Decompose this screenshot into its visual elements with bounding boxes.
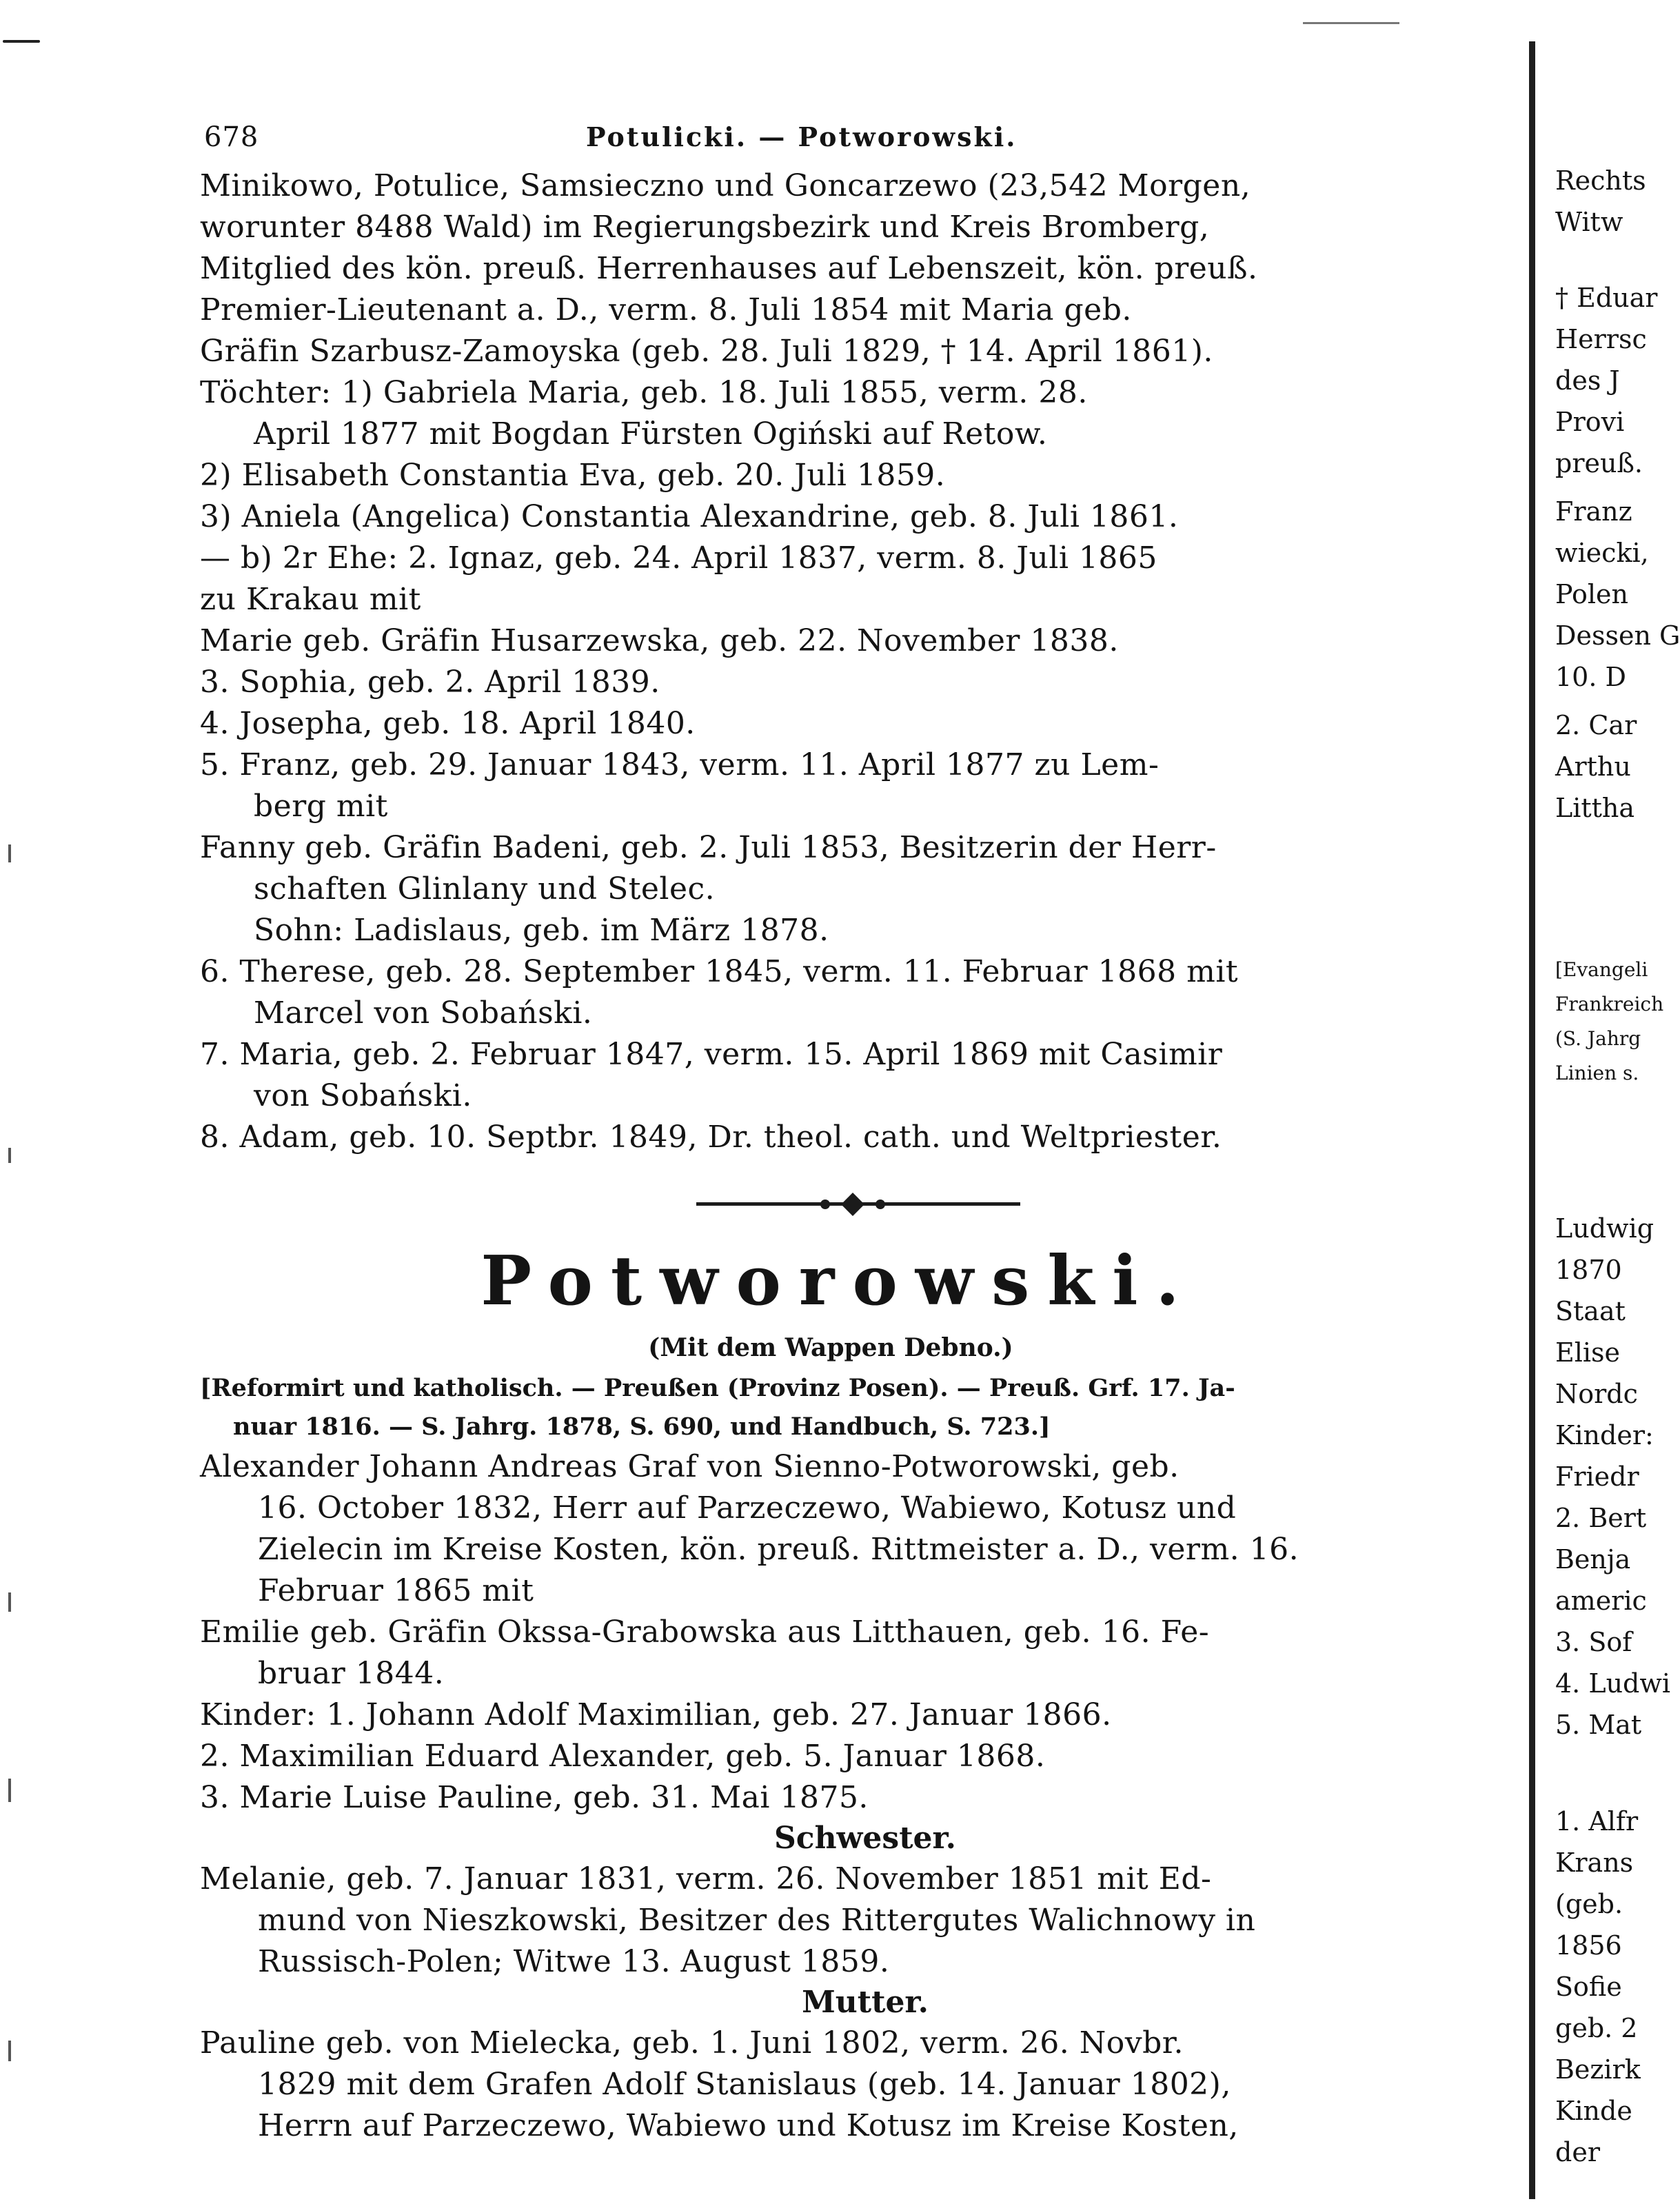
text-line: zu Krakau mit <box>200 582 421 617</box>
margin-fragment: Staat <box>1555 1296 1626 1326</box>
margin-fragment: Krans <box>1555 1848 1634 1878</box>
sister-heading: Schwester. <box>774 1821 956 1856</box>
text-line: Emilie geb. Gräfin Okssa-Grabowska aus Litthauen, geb. 16. Fe- <box>200 1615 1210 1650</box>
text-line: 1829 mit dem Grafen Adolf Stanislaus (geb. 14. Januar 1802), <box>258 2067 1231 2102</box>
text-line: 2. Maximilian Eduard Alexander, geb. 5. Januar 1868. <box>200 1739 1046 1774</box>
margin-fragment: 1870 <box>1555 1255 1622 1285</box>
text-line: Zielecin im Kreise Kosten, kön. preuß. Rittmeister a. D., verm. 16. <box>258 1532 1299 1567</box>
text-line: schaften Glinlany und Stelec. <box>254 871 716 907</box>
text-line: Premier-Lieutenant a. D., verm. 8. Juli 1854 mit Maria geb. <box>200 292 1132 327</box>
margin-fragment: (geb. <box>1555 1889 1623 1919</box>
text-line: 5. Franz, geb. 29. Januar 1843, verm. 11. April 1877 zu Lem- <box>200 747 1160 782</box>
text-line: 2) Elisabeth Constantia Eva, geb. 20. Juli 1859. <box>200 458 946 493</box>
margin-fragment: Kinder: <box>1555 1420 1654 1450</box>
text-line: Fanny geb. Gräfin Badeni, geb. 2. Juli 1853, Besitzerin der Herr- <box>200 830 1217 865</box>
family-title: Potworowski. <box>480 1242 1197 1321</box>
text-line: 16. October 1832, Herr auf Parzeczewo, Wabiewo, Kotusz und <box>258 1490 1237 1526</box>
margin-fragment: Sofie <box>1555 1972 1622 2002</box>
margin-fragment: 1856 <box>1555 1930 1622 1961</box>
family-meta-line: nuar 1816. — S. Jahrg. 1878, S. 690, und Handbuch, S. 723.] <box>233 1413 1051 1441</box>
text-line: 6. Therese, geb. 28. September 1845, verm. 11. Februar 1868 mit <box>200 954 1239 989</box>
text-line: 3) Aniela (Angelica) Constantia Alexandrine, geb. 8. Juli 1861. <box>200 499 1179 534</box>
scan-edge-tick <box>8 1148 11 1163</box>
margin-fragment: Rechts <box>1555 165 1646 196</box>
margin-fragment: [Evangeli <box>1555 958 1648 981</box>
scan-edge-tick <box>8 1779 11 1802</box>
text-line: 3. Sophia, geb. 2. April 1839. <box>200 665 660 700</box>
page-number: 678 <box>204 121 259 153</box>
margin-fragment: Franz <box>1555 496 1632 527</box>
margin-fragment: wiecki, <box>1555 538 1649 568</box>
text-line: worunter 8488 Wald) im Regierungsbezirk und Kreis Bromberg, <box>200 210 1210 245</box>
text-line: Mitglied des kön. preuß. Herrenhauses auf Lebenszeit, kön. preuß. <box>200 251 1258 286</box>
text-line: mund von Nieszkowski, Besitzer des Rittergutes Walichnowy in <box>258 1903 1256 1938</box>
text-line: 4. Josepha, geb. 18. April 1840. <box>200 706 696 741</box>
text-line: Februar 1865 mit <box>258 1573 534 1608</box>
margin-fragment: 2. Bert <box>1555 1503 1647 1533</box>
mother-heading: Mutter. <box>802 1985 929 2020</box>
book-page <box>200 103 1461 2147</box>
family-coat-of-arms: (Mit dem Wappen Debno.) <box>648 1333 1013 1362</box>
page-gutter-rule <box>1529 41 1535 2199</box>
margin-fragment: Polen <box>1555 579 1629 609</box>
margin-fragment: 1. Alfr <box>1555 1806 1639 1836</box>
text-line: Alexander Johann Andreas Graf von Sienno-Potworowski, geb. <box>200 1449 1180 1484</box>
running-title: Potulicki. — Potworowski. <box>586 121 1018 152</box>
adjacent-page-fragments <box>1555 0 1680 2206</box>
margin-fragment: preuß. <box>1555 448 1643 478</box>
scan-edge-tick <box>8 2041 11 2061</box>
text-line: Töchter: 1) Gabriela Maria, geb. 18. Juli 1855, verm. 28. <box>200 375 1088 410</box>
scan-top-dash <box>1303 22 1399 24</box>
sister-entry-block <box>200 1859 1461 1983</box>
text-line: Melanie, geb. 7. Januar 1831, verm. 26. November 1851 mit Ed- <box>200 1861 1212 1896</box>
margin-fragment: 5. Mat <box>1555 1710 1642 1740</box>
margin-fragment: 10. D <box>1555 662 1626 692</box>
text-line: Marie geb. Gräfin Husarzewska, geb. 22. November 1838. <box>200 623 1119 658</box>
ornament-dot <box>876 1200 885 1209</box>
margin-fragment: geb. 2 <box>1555 2013 1638 2043</box>
margin-fragment: der <box>1555 2137 1600 2167</box>
margin-fragment: Ludwig <box>1555 1213 1654 1244</box>
text-line: Russisch-Polen; Witwe 13. August 1859. <box>258 1944 890 1979</box>
margin-fragment: Benja <box>1555 1544 1631 1575</box>
page-header <box>200 103 1461 165</box>
margin-fragment: Littha <box>1555 793 1635 823</box>
margin-fragment: † Eduar <box>1555 283 1658 313</box>
margin-fragment: Kinde <box>1555 2096 1632 2126</box>
margin-fragment: Elise <box>1555 1337 1621 1368</box>
text-line: — b) 2r Ehe: 2. Ignaz, geb. 24. April 1837, verm. 8. Juli 1865 <box>200 540 1157 576</box>
margin-fragment: Provi <box>1555 407 1625 437</box>
potworowski-entry-block <box>200 1446 1461 1819</box>
margin-fragment: americ <box>1555 1586 1647 1616</box>
text-line: 7. Maria, geb. 2. Februar 1847, verm. 15. April 1869 mit Casimir <box>200 1037 1223 1072</box>
text-line: Gräfin Szarbusz-Zamoyska (geb. 28. Juli 1829, † 14. April 1861). <box>200 334 1213 369</box>
margin-fragment: Friedr <box>1555 1461 1639 1492</box>
margin-fragment: Frankreich <box>1555 993 1664 1015</box>
ornament-dot <box>820 1200 830 1209</box>
margin-fragment: Arthu <box>1555 751 1631 782</box>
section-ornament <box>200 1166 1461 1233</box>
text-line: berg mit <box>254 789 388 824</box>
text-line: Pauline geb. von Mielecka, geb. 1. Juni 1802, verm. 26. Novbr. <box>200 2025 1184 2061</box>
margin-fragment: 3. Sof <box>1555 1627 1632 1657</box>
ornament-diamond <box>841 1193 864 1216</box>
margin-fragment: Bezirk <box>1555 2054 1641 2085</box>
margin-fragment: Herrsc <box>1555 324 1647 354</box>
margin-fragment: 4. Ludwi <box>1555 1668 1671 1699</box>
margin-fragment: Dessen G <box>1555 620 1680 651</box>
text-line: bruar 1844. <box>258 1656 445 1691</box>
potulicki-entry-block <box>200 165 1461 1158</box>
text-line: 8. Adam, geb. 10. Septbr. 1849, Dr. theol. cath. und Weltpriester. <box>200 1120 1222 1155</box>
margin-fragment: des J <box>1555 365 1620 396</box>
text-line: April 1877 mit Bogdan Fürsten Ogiński auf Retow. <box>254 416 1048 452</box>
scan-edge-tick <box>8 1592 11 1612</box>
text-line: Kinder: 1. Johann Adolf Maximilian, geb. 27. Januar 1866. <box>200 1697 1112 1732</box>
mother-entry-block <box>200 2023 1461 2147</box>
scan-edge-tick <box>8 844 11 862</box>
margin-fragment: Linien s. <box>1555 1062 1639 1084</box>
margin-fragment: 2. Car <box>1555 710 1637 740</box>
text-line: von Sobański. <box>254 1078 472 1113</box>
family-meta-line: [Reformirt und katholisch. — Preußen (Provinz Posen). — Preuß. Grf. 17. Ja- <box>200 1374 1235 1402</box>
margin-fragment: (S. Jahrg <box>1555 1027 1641 1050</box>
text-line: Sohn: Ladislaus, geb. im März 1878. <box>254 913 829 948</box>
text-line: 3. Marie Luise Pauline, geb. 31. Mai 1875. <box>200 1780 869 1815</box>
margin-fragment: Witw <box>1555 207 1623 237</box>
scan-corner-mark <box>3 40 40 43</box>
margin-fragment: Nordc <box>1555 1379 1638 1409</box>
text-line: Minikowo, Potulice, Samsieczno und Goncarzewo (23,542 Morgen, <box>200 168 1251 203</box>
text-line: Marcel von Sobański. <box>254 995 593 1031</box>
text-line: Herrn auf Parzeczewo, Wabiewo und Kotusz im Kreise Kosten, <box>258 2108 1239 2143</box>
